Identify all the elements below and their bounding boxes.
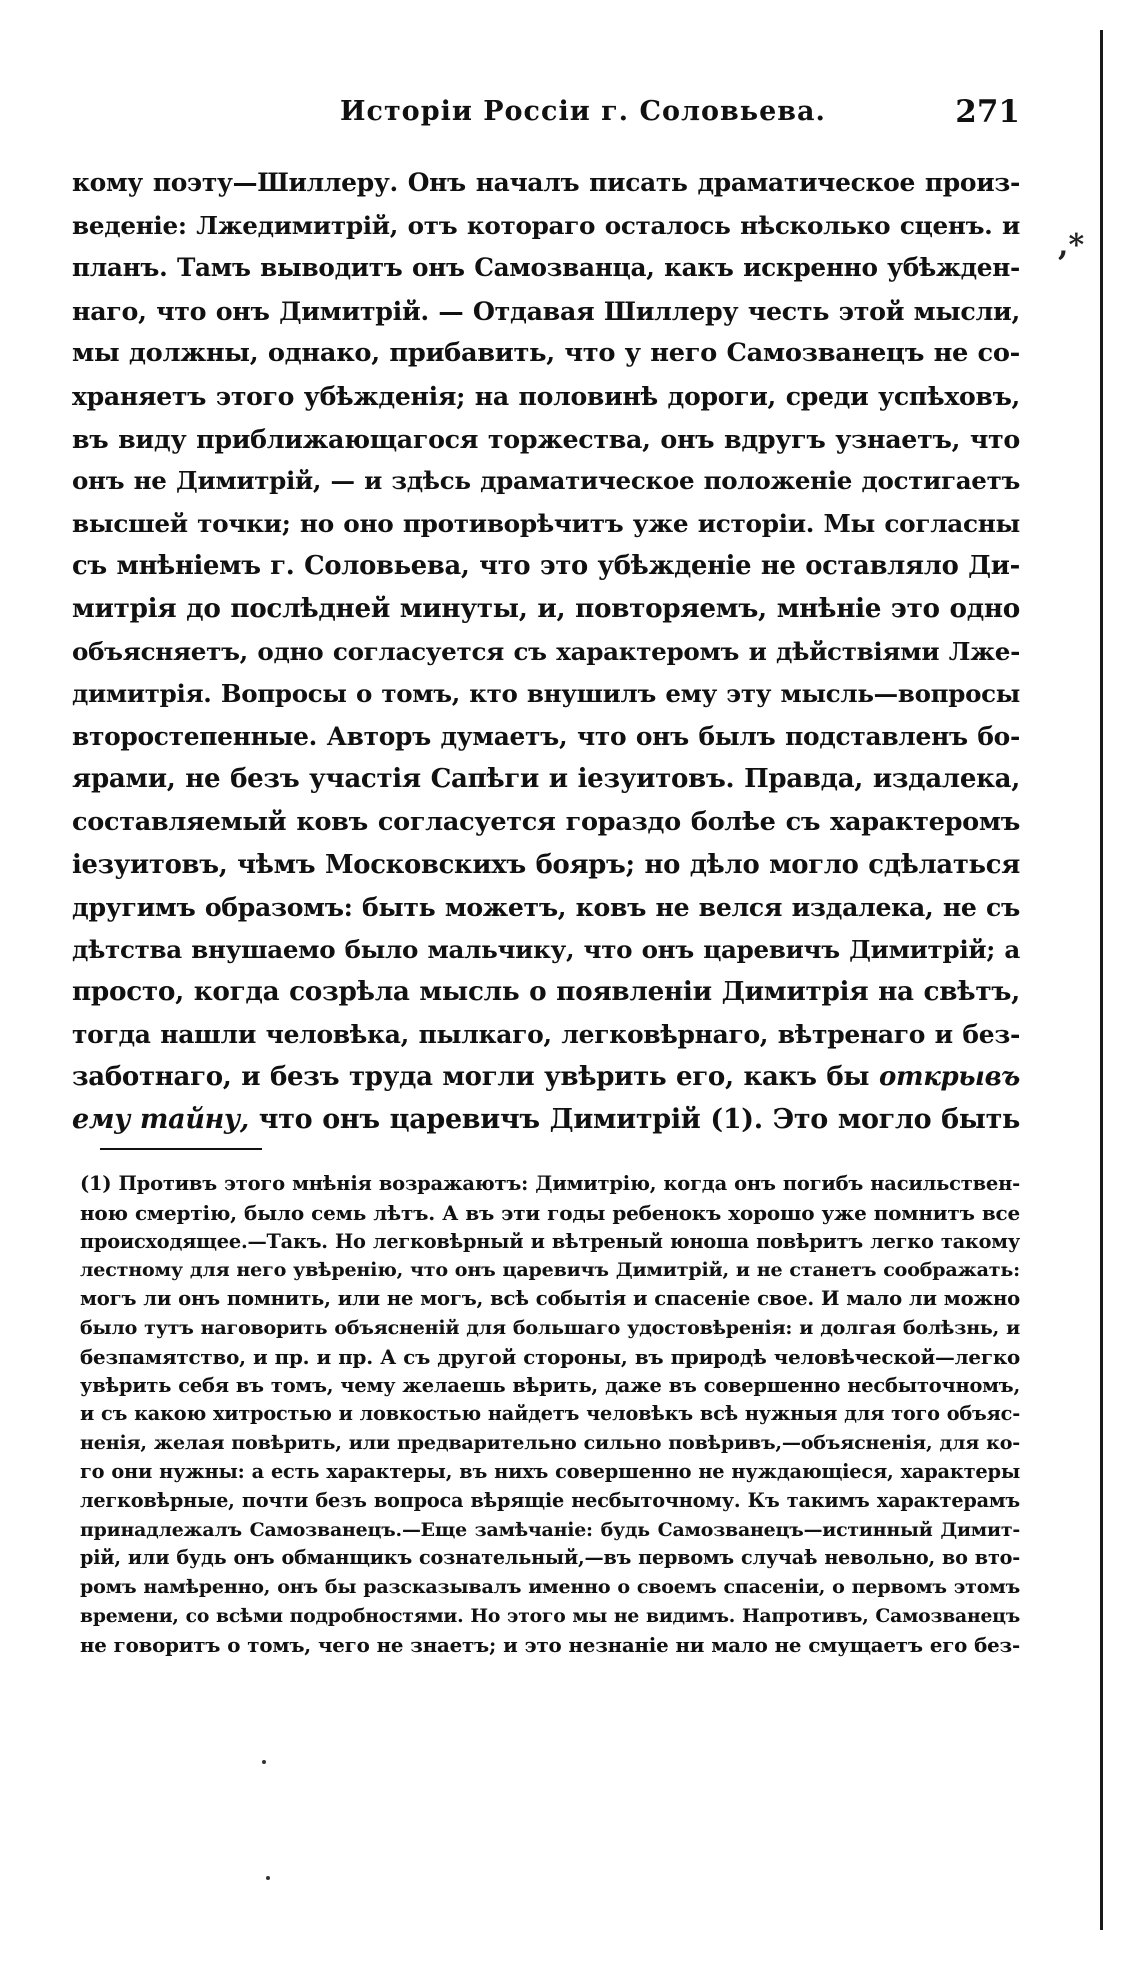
text-line-with-italic xyxy=(72,1099,1020,1142)
margin-annotation-mark: ,* xyxy=(1058,228,1085,263)
running-header xyxy=(72,96,1020,136)
text-line: димитрія. Вопросы о томъ, кто внушилъ ему эту мысль—вопросы xyxy=(72,679,1020,709)
text-line: тогда нашли человѣка, пылкаго, легковѣрнаго, вѣтренаго и без- xyxy=(72,1019,1020,1049)
footnote-line: времени, со всѣми подробностями. Но этого мы не видимъ. Напротивъ, Самозванецъ xyxy=(80,1604,1020,1627)
text-line: мы должны, однако, прибавить, что у него Самозванецъ не со- xyxy=(72,338,1020,369)
page-binding-edge xyxy=(1100,30,1103,1930)
text-line-with-italic xyxy=(72,1056,1020,1099)
text-segment: что онъ царевичъ Димитрій (1). Это могло быть xyxy=(248,1104,1020,1136)
text-line: онъ не Димитрій, — и здѣсь драматическое положеніе достигаетъ xyxy=(72,466,1020,496)
text-line: высшей точки; но оно противорѣчитъ уже исторіи. Мы согласны xyxy=(72,508,1020,538)
scan-speck xyxy=(266,1876,270,1880)
page-number: 271 xyxy=(955,94,1020,130)
main-text xyxy=(72,162,1020,1142)
footnote-line: и съ какою хитростью и ловкостью найдетъ человѣкъ всѣ нужныя для того объяс- xyxy=(80,1402,1020,1426)
italic-phrase: открывъ xyxy=(878,1062,1020,1093)
italic-phrase: ему тайну, xyxy=(72,1104,249,1136)
text-line: дѣтства внушаемо было мальчику, что онъ царевичъ Димитрій; а xyxy=(72,934,1020,964)
text-line: митрія до послѣдней минуты, и, повторяемъ, мнѣніе это одно xyxy=(72,592,1020,624)
footnote-line: лестному для него увѣренію, что онъ царевичъ Димитрій, и не станетъ соображать: xyxy=(80,1259,1020,1282)
text-line: кому поэту—Шиллеру. Онъ началъ писать драматическое произ- xyxy=(72,168,1020,197)
text-line: ярами, не безъ участія Сапѣги и іезуитовъ. Правда, издалека, xyxy=(72,764,1020,795)
text-line: просто, когда созрѣла мысль о появленіи Димитрія на свѣтъ, xyxy=(72,976,1020,1008)
footnote-line: го они нужны: а есть характеры, въ нихъ совершенно не нуждающіеся, характеры xyxy=(80,1459,1020,1483)
footnote-line: было тутъ наговорить объясненій для большаго удостовѣренія: и долгая болѣзнь, и xyxy=(80,1316,1020,1339)
footnote-line: безпамятство, и пр. и пр. А съ другой стороны, въ природѣ человѣческой—легко xyxy=(80,1344,1020,1369)
scan-speck xyxy=(262,1760,266,1764)
text-line: объясняетъ, одно согласуется съ характеромъ и дѣйствіями Лже- xyxy=(72,636,1020,666)
text-line: составляемый ковъ согласуется гораздо болѣе съ характеромъ xyxy=(72,806,1020,837)
running-title: Исторіи Россіи г. Соловьева. xyxy=(340,96,826,127)
footnote-line: ромъ намѣренно, онъ бы разсказывалъ именно о своемъ спасеніи, о первомъ этомъ xyxy=(80,1576,1020,1599)
footnote-line: происходящее.—Такъ. Но легковѣрный и вѣтреный юноша повѣритъ легко такому xyxy=(80,1229,1020,1253)
text-line: наго, что онъ Димитрій. — Отдавая Шиллеру честь этой мысли, xyxy=(72,295,1020,326)
footnote-line: ненія, желая повѣрить, или предварительно сильно повѣривъ,—объясненія, для ко- xyxy=(80,1432,1020,1455)
text-line: веденіе: Лжедимитрій, отъ котораго осталось нѣсколько сценъ. и xyxy=(72,210,1020,240)
footnote-line: не говоритъ о томъ, чего не знаетъ; и это незнаніе ни мало не смущаетъ его без- xyxy=(80,1632,1020,1657)
text-line: съ мнѣніемъ г. Соловьева, что это убѣжденіе не оставляло Ди- xyxy=(72,551,1020,582)
footnote-line: ною смертію, было семь лѣтъ. А въ эти годы ребенокъ хорошо уже помнитъ все xyxy=(80,1200,1020,1225)
footnote xyxy=(80,1170,1020,1660)
footnote-line: увѣрить себя въ томъ, чему желаешь вѣрить, даже въ совершенно несбыточномъ, xyxy=(80,1373,1020,1397)
footnote-line: принадлежалъ Самозванецъ.—Еще замѣчаніе: будь Самозванецъ—истинный Димит- xyxy=(80,1518,1020,1541)
text-line: другимъ образомъ: быть можетъ, ковъ не велся издалека, не съ xyxy=(72,892,1020,923)
footnote-line: рій, или будь онъ обманщикъ сознательный,—въ первомъ случаѣ невольно, во вто- xyxy=(80,1546,1020,1570)
text-line: второстепенные. Авторъ думаетъ, что онъ былъ подставленъ бо- xyxy=(72,721,1020,751)
footnote-line: легковѣрные, почти безъ вопроса вѣрящіе несбыточному. Къ такимъ характерамъ xyxy=(80,1488,1020,1512)
text-line: храняетъ этого убѣжденія; на половинѣ дороги, среди успѣховъ, xyxy=(72,380,1020,411)
text-line: іезуитовъ, чѣмъ Московскихъ бояръ; но дѣло могло сдѣлаться xyxy=(72,849,1020,880)
text-line: въ виду приближающагося торжества, онъ вдругъ узнаетъ, что xyxy=(72,423,1020,454)
footnote-separator xyxy=(100,1148,262,1150)
footnote-line: могъ ли онъ помнить, или не могъ, всѣ событія и спасеніе свое. И мало ли можно xyxy=(80,1287,1020,1311)
footnote-line: (1) Противъ этого мнѣнія возражаютъ: Димитрію, когда онъ погибъ насильствен- xyxy=(80,1172,1020,1195)
text-segment: заботнаго, и безъ труда могли увѣрить его, какъ бы xyxy=(72,1062,879,1093)
text-line: планъ. Тамъ выводитъ онъ Самозванца, какъ искренно убѣжден- xyxy=(72,253,1020,283)
